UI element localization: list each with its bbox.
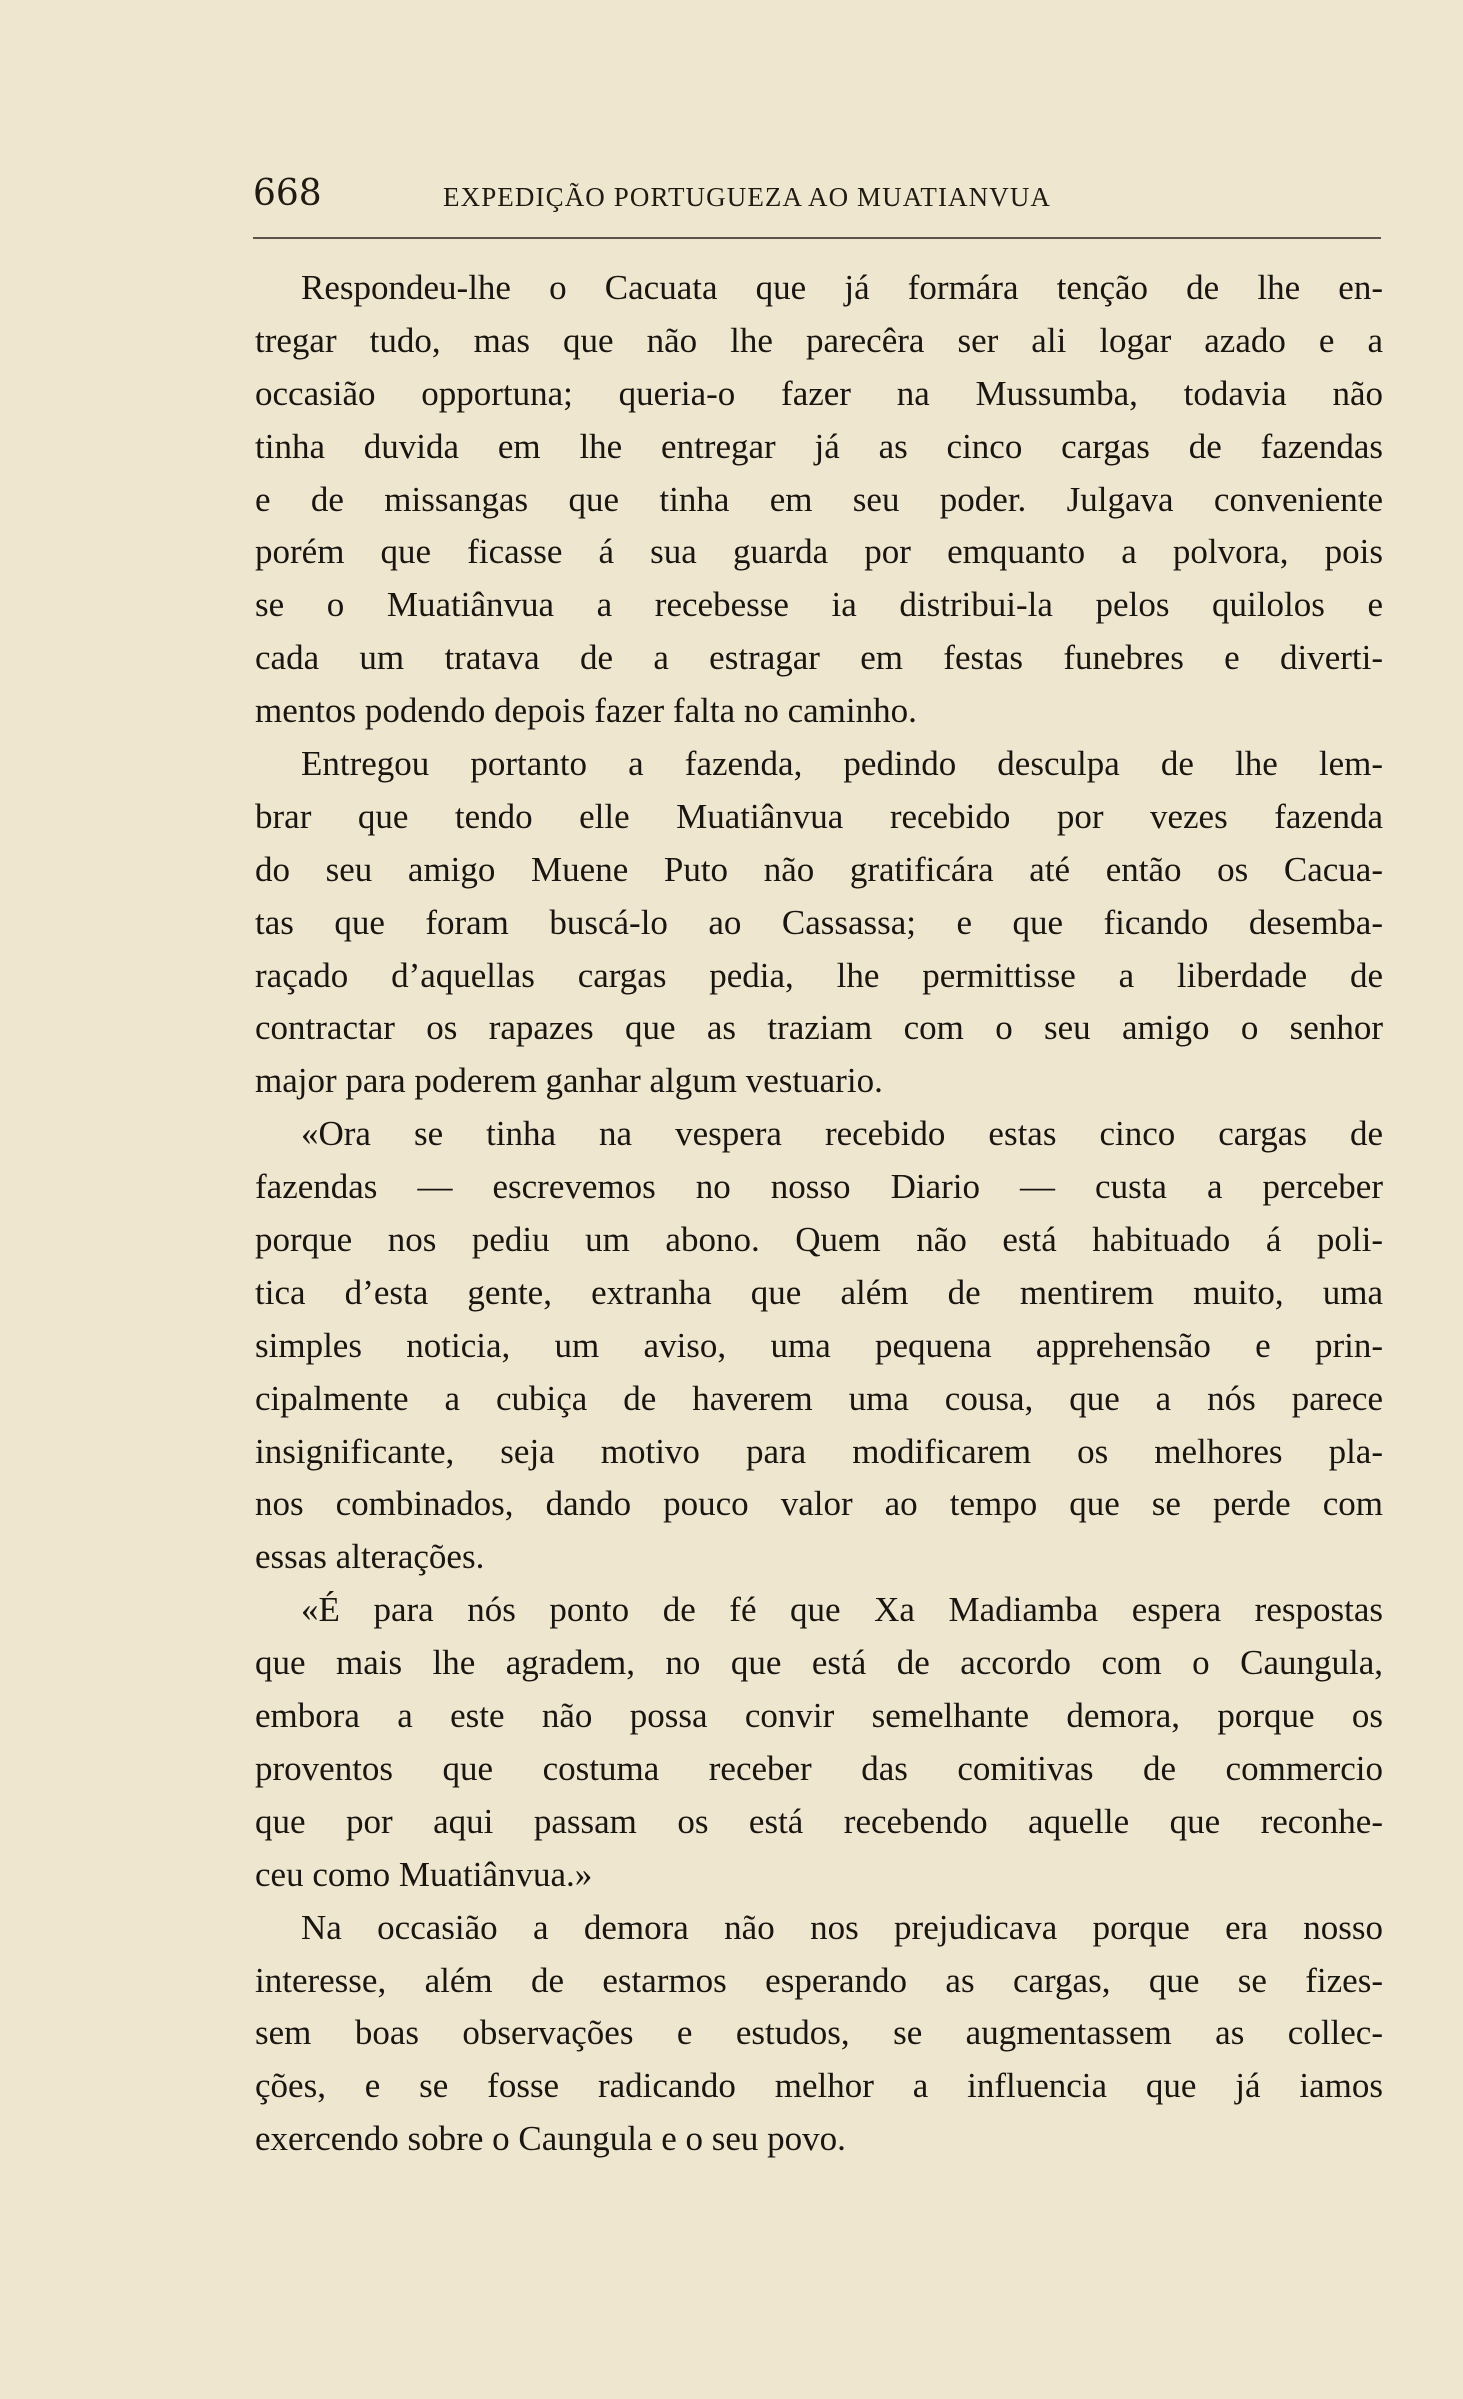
paragraph-3-line-3: porque nos pediu um abono. Quem não está habituado á poli- [255,1220,1383,1260]
paragraph-2-line-2: brar que tendo elle Muatiânvua recebido por vezes fazenda [255,796,1383,836]
paragraph-4-line-5: que por aqui passam os está recebendo aquelle que reconhe- [255,1801,1383,1841]
paragraph-3-line-4: tica d’esta gente, extranha que além de mentirem muito, uma [255,1272,1383,1312]
paragraph-1-line-8: cada um tratava de a estragar em festas funebres e diverti- [255,638,1383,678]
paragraph-1-line-6: porém que ficasse á sua guarda por emquanto a polvora, pois [255,532,1383,572]
paragraph-5-line-1: Na occasião a demora não nos prejudicava porque era nosso [301,1907,1383,1947]
paragraph-4-line-3: embora a este não possa convir semelhante demora, porque os [255,1696,1383,1736]
paragraph-4-line-4: proventos que costuma receber das comitivas de commercio [255,1748,1383,1788]
paragraph-2-line-7: major para poderem ganhar algum vestuario. [255,1061,883,1101]
paragraph-1-line-9: mentos podendo depois fazer falta no caminho. [255,691,917,731]
paragraph-5-line-4: ções, e se fosse radicando melhor a influencia que já iamos [255,2066,1383,2106]
paragraph-1-line-2: tregar tudo, mas que não lhe parecêra ser ali logar azado e a [255,320,1383,360]
paragraph-5-line-5: exercendo sobre o Caungula e o seu povo. [255,2119,846,2159]
header-rule [253,237,1381,239]
paragraph-3-line-2: fazendas — escrevemos no nosso Diario — custa a perceber [255,1167,1383,1207]
running-title: EXPEDIÇÃO PORTUGUEZA AO MUATIANVUA [443,182,1052,212]
paragraph-4-line-1: «É para nós ponto de fé que Xa Madiamba espera respostas [301,1590,1383,1630]
paragraph-1-line-7: se o Muatiânvua a recebesse ia distribui-la pelos quilolos e [255,585,1383,625]
paragraph-2-line-4: tas que foram buscá-lo ao Cassassa; e que ficando desemba- [255,902,1383,942]
paragraph-3-line-9: essas alterações. [255,1537,485,1577]
page-number: 668 [253,173,322,214]
paragraph-2-line-5: raçado d’aquellas cargas pedia, lhe permittisse a liberdade de [255,955,1383,995]
paragraph-1-line-3: occasião opportuna; queria-o fazer na Mussumba, todavia não [255,373,1383,413]
paragraph-1-line-4: tinha duvida em lhe entregar já as cinco cargas de fazendas [255,426,1383,466]
paragraph-3-line-7: insignificante, seja motivo para modificarem os melhores pla- [255,1431,1383,1471]
paragraph-4-line-2: que mais lhe agradem, no que está de accordo com o Caungula, [255,1643,1383,1683]
paragraph-2-line-6: contractar os rapazes que as traziam com o seu amigo o senhor [255,1008,1383,1048]
paragraph-1-line-1: Respondeu-lhe o Cacuata que já formára tenção de lhe en- [301,268,1383,307]
paragraph-3-line-5: simples noticia, um aviso, uma pequena apprehensão e prin- [255,1325,1383,1365]
paragraph-1-line-5: e de missangas que tinha em seu poder. Julgava conveniente [255,479,1383,519]
page-header [253,172,1381,232]
paragraph-3-line-6: cipalmente a cubiça de haverem uma cousa, que a nós parece [255,1378,1383,1418]
page-body [255,262,1383,2166]
paragraph-5-line-3: sem boas observações e estudos, se augmentassem as collec- [255,2013,1383,2053]
paragraph-2-line-3: do seu amigo Muene Puto não gratificára até então os Cacua- [255,849,1383,889]
paragraph-3-line-8: nos combinados, dando pouco valor ao tempo que se perde com [255,1484,1383,1524]
paragraph-3-line-1: «Ora se tinha na vespera recebido estas cinco cargas de [301,1114,1383,1154]
paragraph-4-line-6: ceu como Muatiânvua.» [255,1854,593,1894]
paragraph-2-line-1: Entregou portanto a fazenda, pedindo desculpa de lhe lem- [301,744,1383,784]
paragraph-5-line-2: interesse, além de estarmos esperando as cargas, que se fizes- [255,1960,1383,2000]
